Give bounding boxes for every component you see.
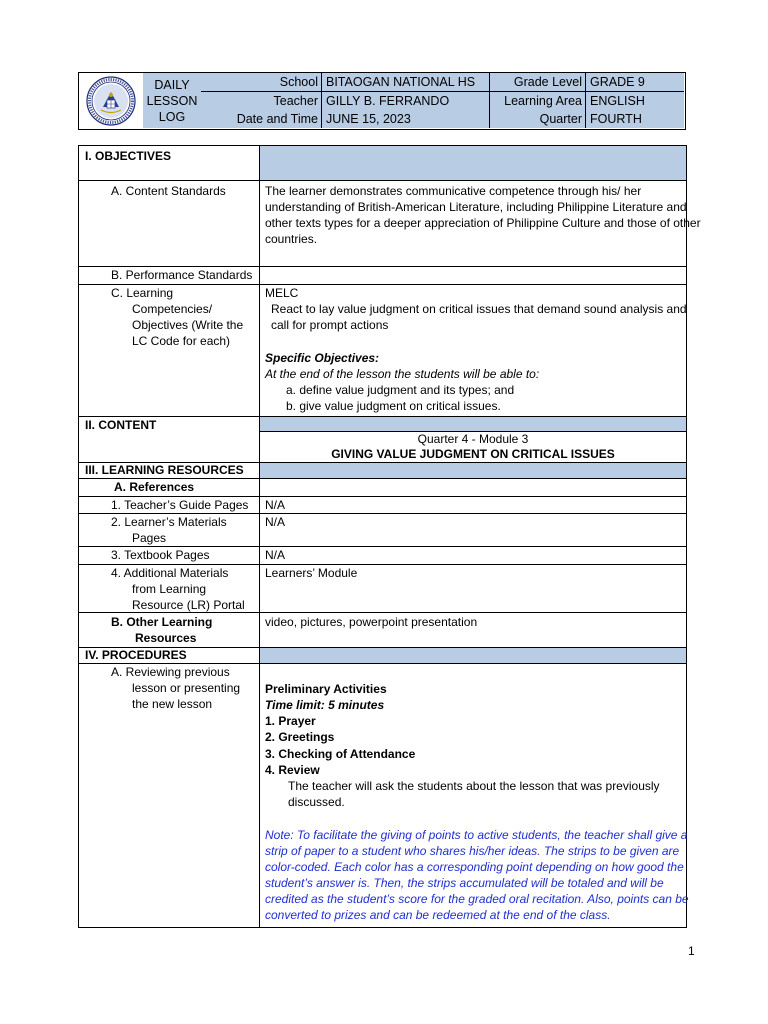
- specific-objectives-intro: At the end of the lesson the students will be able to:: [265, 367, 540, 381]
- teachers-guide-label: 1. Teacher’s Guide Pages: [111, 498, 249, 512]
- content-heading: II. CONTENT: [85, 418, 157, 432]
- additional-materials-label-2: from Learning: [132, 582, 207, 596]
- learning-competencies-label-3: Objectives (Write the: [132, 318, 244, 332]
- daily-lesson-log-title: [143, 73, 202, 128]
- melc-label: MELC: [265, 286, 299, 300]
- step-attendance: 3. Checking of Attendance: [265, 747, 416, 761]
- teachers-guide-value: N/A: [265, 498, 286, 512]
- learners-materials-label-1: 2. Learner’s Materials: [111, 515, 227, 529]
- content-standards-line-1: The learner demonstrates communicative competence through his/ her: [265, 184, 642, 198]
- school-label: School: [201, 73, 322, 91]
- reviewing-label-3: the new lesson: [132, 697, 213, 711]
- content-standards-label: A. Content Standards: [111, 184, 226, 198]
- row-rule: [79, 180, 686, 181]
- header-row-school: [201, 73, 684, 92]
- procedures-heading: IV. PROCEDURES: [85, 648, 187, 662]
- header-row-date: [201, 110, 684, 128]
- procedures-header-fill: [260, 647, 686, 663]
- additional-materials-label-3: Resource (LR) Portal: [132, 598, 245, 612]
- note-line-4: student’s answer is. Then, the strips accumulated will be totaled and will be: [265, 876, 664, 890]
- teacher-label: Teacher: [201, 92, 322, 110]
- learning-competencies-label-2: Competencies/: [132, 302, 213, 316]
- note-line-1: Note: To facilitate the giving of points to active students, the teacher shall give a: [265, 828, 688, 842]
- title-line-3: LOG: [158, 109, 186, 124]
- specific-objective-b: b. give value judgment on critical issues.: [286, 399, 501, 413]
- objectives-heading: I. OBJECTIVES: [85, 149, 172, 163]
- additional-materials-value: Learners’ Module: [265, 566, 358, 580]
- learning-competencies-label-4: LC Code for each): [132, 334, 231, 348]
- header-row-teacher: [201, 92, 684, 111]
- references-heading: A. References: [114, 480, 195, 494]
- learners-materials-label-2: Pages: [132, 531, 167, 545]
- note-line-5: credited as the student’s score for the graded oral recitation. Also, points can be: [265, 892, 689, 906]
- lesson-plan-table: [78, 145, 701, 928]
- date-time-label: Date and Time: [201, 110, 322, 128]
- content-standards-line-2: understanding of British-American Literature, including Philippine Literature and: [265, 200, 687, 214]
- step-greetings: 2. Greetings: [265, 730, 335, 744]
- learning-area-label: Learning Area: [490, 92, 586, 110]
- quarter-value: FOURTH: [590, 112, 642, 126]
- teacher-value: GILLY B. FERRANDO: [322, 92, 490, 110]
- grade-level-label: Grade Level: [490, 73, 586, 91]
- reviewing-label-1: A. Reviewing previous: [111, 665, 230, 679]
- note-line-6: converted to prizes and can be redeemed at the end of the class.: [265, 908, 611, 922]
- preliminary-activities-heading: Preliminary Activities: [265, 682, 387, 696]
- note-line-2: strip of paper to a student who shares his/her ideas. The strips to be given are: [265, 844, 680, 858]
- objectives-header-fill: [260, 146, 686, 180]
- time-limit-text: Time limit: 5 minutes: [265, 698, 385, 712]
- learning-area-value: ENGLISH: [590, 93, 645, 108]
- row-rule: [79, 416, 686, 417]
- textbook-pages-label: 3. Textbook Pages: [111, 548, 210, 562]
- date-time-value: JUNE 15, 2023: [322, 110, 490, 128]
- title-line-1: DAILY: [154, 77, 190, 92]
- content-standards-line-4: countries.: [265, 232, 318, 246]
- learners-materials-value: N/A: [265, 515, 286, 529]
- other-resources-label-1: B. Other Learning: [111, 615, 213, 629]
- specific-objective-a: a. define value judgment and its types; and: [286, 383, 515, 397]
- note-line-3: color-coded. Each color has a corresponding point depending on how good the: [265, 860, 684, 874]
- other-resources-label-2: Resources: [135, 631, 197, 645]
- step-review: 4. Review: [265, 763, 320, 777]
- resources-header-fill: [260, 462, 686, 478]
- other-resources-value: video, pictures, powerpoint presentation: [265, 615, 478, 629]
- content-header-fill: [260, 417, 686, 431]
- grade-level-value: GRADE 9: [590, 75, 645, 89]
- melc-text-line-2: call for prompt actions: [271, 318, 389, 332]
- column-divider: [259, 146, 260, 927]
- additional-materials-label-1: 4. Additional Materials: [111, 566, 229, 580]
- reviewing-label-2: lesson or presenting: [132, 681, 241, 695]
- step-prayer: 1. Prayer: [265, 714, 316, 728]
- school-value: BITAOGAN NATIONAL HS: [322, 73, 490, 91]
- title-line-2: LESSON: [146, 93, 198, 108]
- review-text-line-1: The teacher will ask the students about the lesson that was previously: [288, 779, 660, 793]
- logo-cell: [79, 73, 144, 128]
- review-text-line-2: discussed.: [288, 795, 345, 809]
- content-standards-line-3: other texts types for a deeper appreciation of Philippine Culture and those of other: [265, 216, 701, 230]
- quarter-label: Quarter: [490, 110, 586, 128]
- performance-standards-label: B. Performance Standards: [111, 268, 253, 282]
- deped-seal-logo: [86, 76, 136, 126]
- page-number: 1: [688, 944, 695, 958]
- learning-competencies-label-1: C. Learning: [111, 286, 174, 300]
- specific-objectives-heading: Specific Objectives:: [265, 351, 380, 365]
- textbook-pages-value: N/A: [265, 548, 286, 562]
- resources-heading: III. LEARNING RESOURCES: [85, 463, 244, 477]
- content-title-line: GIVING VALUE JUDGMENT ON CRITICAL ISSUES: [331, 447, 615, 461]
- header-table: [78, 72, 686, 130]
- melc-text-line-1: React to lay value judgment on critical issues that demand sound analysis and: [271, 302, 687, 316]
- content-module-line: Quarter 4 - Module 3: [417, 432, 529, 446]
